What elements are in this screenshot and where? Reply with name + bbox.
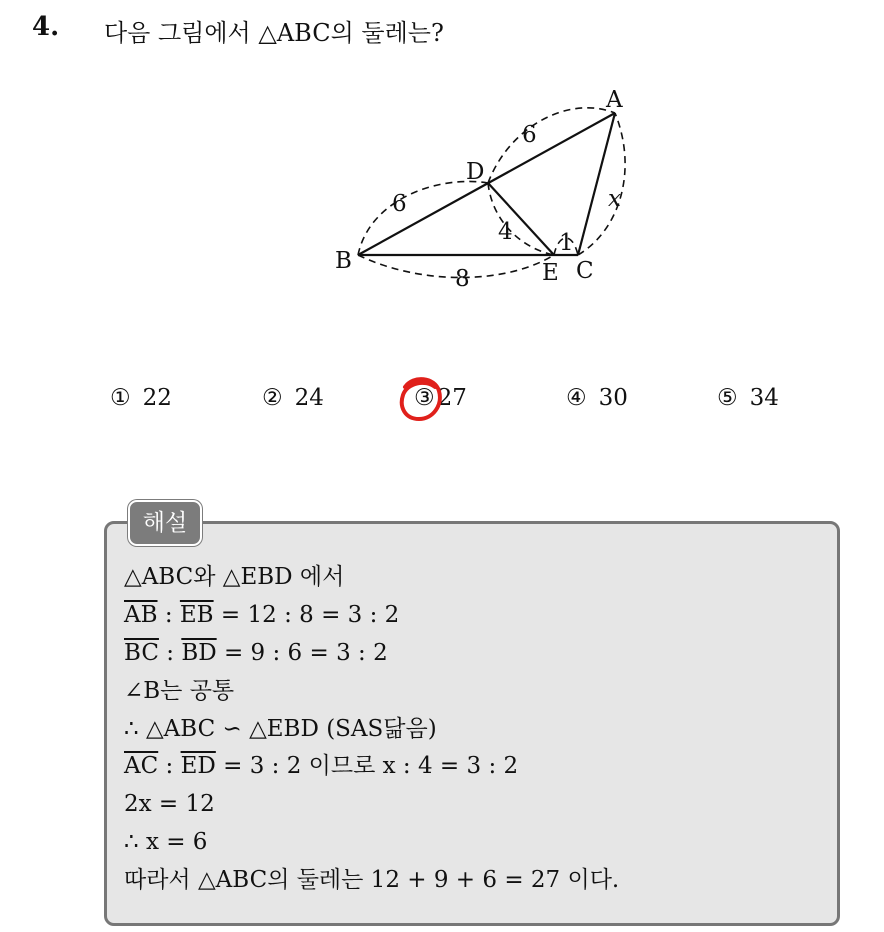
solution-line — [124, 862, 619, 900]
ratio-separator: : — [157, 601, 180, 628]
ratio-separator: : — [158, 753, 181, 780]
solution-lines — [124, 559, 619, 900]
solution-line — [124, 635, 619, 673]
choice-5-mark: ⑤ — [717, 385, 738, 411]
solution-text: 따라서 △ABC의 둘레는 12 + 9 + 6 = 27 이다. — [124, 867, 620, 894]
answer-choices — [110, 385, 870, 421]
segment-ca — [578, 113, 615, 255]
choice-4[interactable] — [566, 385, 628, 411]
solution-line — [124, 786, 619, 824]
choice-2[interactable] — [262, 385, 324, 411]
length-be-label: 8 — [455, 266, 470, 292]
choice-3-mark: ③ — [414, 385, 435, 411]
segment-ac-symbol: $\overline{AC}$ — [124, 753, 159, 780]
length-ac-label: x — [608, 186, 621, 212]
segment-ab-symbol: $\overline{AB}$ — [124, 601, 158, 628]
length-db-label: 6 — [392, 191, 407, 217]
solution-text: ∠B는 공통 — [124, 677, 235, 704]
solution-text: = 12 : 8 = 3 : 2 — [213, 601, 400, 628]
choice-3[interactable] — [414, 385, 467, 411]
triangle-diagram — [320, 80, 640, 300]
question-text: 다음 그림에서 △ABC의 둘레는? — [104, 19, 444, 47]
length-ad-label: 6 — [522, 122, 537, 148]
solution-line — [124, 559, 619, 597]
segment-ed-symbol: $\overline{ED}$ — [180, 753, 216, 780]
selected-answer-circle — [395, 373, 447, 425]
solution-text: 2x = 12 — [124, 791, 215, 818]
choice-5-value: 34 — [749, 385, 779, 411]
segment-ab — [358, 113, 615, 255]
solution-tag: 해설 — [128, 500, 202, 546]
choice-1-mark: ① — [110, 385, 131, 411]
point-a-label: A — [606, 87, 623, 113]
solution-text: ∴ △ABC ∽ △EBD (SAS닮음) — [124, 715, 437, 742]
solution-text: △ABC와 △EBD 에서 — [124, 564, 345, 590]
arc-ca — [578, 113, 625, 255]
solution-line — [124, 824, 619, 862]
segment-bd-symbol: $\overline{BD}$ — [181, 639, 217, 666]
point-b-label: B — [335, 248, 352, 274]
point-c-label: C — [576, 258, 594, 284]
ratio-separator: : — [158, 639, 182, 666]
segment-eb-symbol: $\overline{EB}$ — [179, 601, 214, 628]
solution-text: = 9 : 6 = 3 : 2 — [216, 639, 388, 666]
choice-4-value: 30 — [598, 385, 628, 411]
point-d-label: D — [466, 159, 485, 185]
choice-3-value: 27 — [437, 385, 467, 411]
solution-line — [124, 597, 619, 635]
choice-5[interactable] — [717, 385, 779, 411]
choice-1[interactable] — [110, 385, 172, 411]
choice-1-value: 22 — [142, 385, 172, 411]
length-de-label: 4 — [498, 219, 513, 245]
solution-line — [124, 748, 619, 786]
solution-line — [124, 711, 619, 749]
choice-2-value: 24 — [294, 385, 324, 411]
solution-text: ∴ x = 6 — [124, 829, 208, 856]
choice-4-mark: ④ — [566, 385, 587, 411]
choice-2-mark: ② — [262, 385, 283, 411]
length-ec-label: 1 — [559, 230, 574, 256]
point-e-label: E — [542, 260, 559, 286]
solution-line — [124, 673, 619, 711]
question-number: 4. — [32, 12, 60, 42]
solution-text: = 3 : 2 이므로 x : 4 = 3 : 2 — [215, 753, 519, 780]
segment-bc-symbol: $\overline{BC}$ — [124, 639, 159, 666]
